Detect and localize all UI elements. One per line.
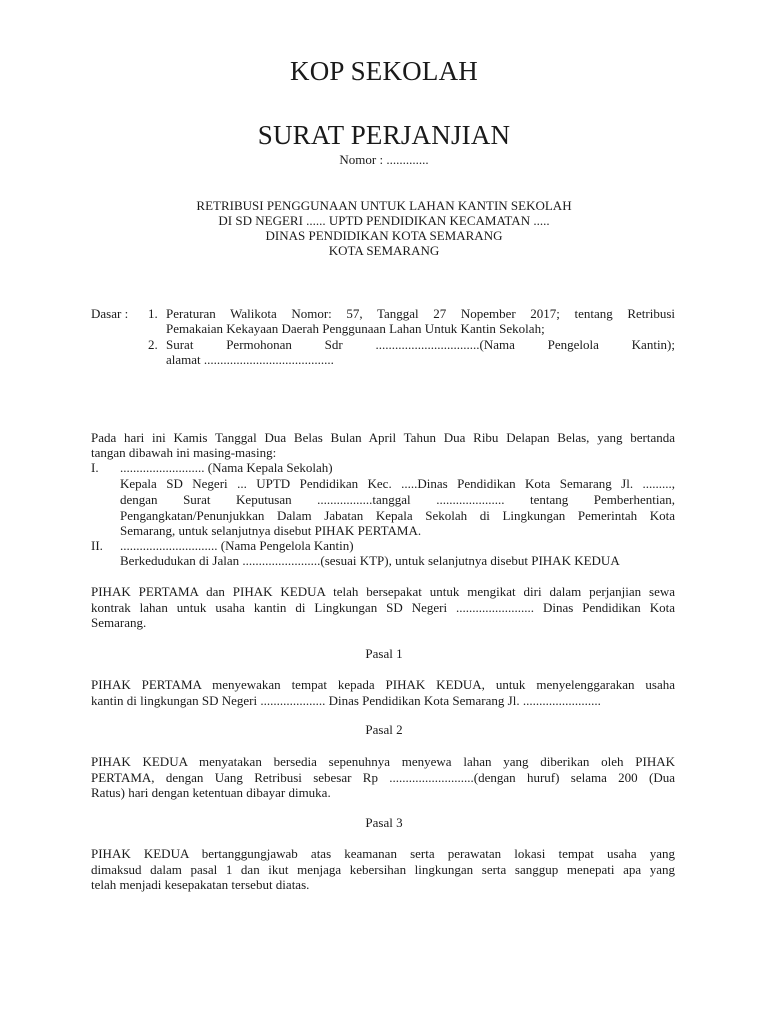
document-subtitle bbox=[0, 198, 768, 258]
dasar-item-text: alamat ........................................ bbox=[166, 352, 334, 367]
dasar-label: Dasar : bbox=[91, 306, 129, 321]
pasal-text: kantin di lingkungan SD Negeri .................... Dinas Pendidikan Kota Semarang Jl. ........................ bbox=[91, 693, 601, 708]
subtitle-line: DI SD NEGERI ...... UPTD PENDIDIKAN KECAMATAN ..... bbox=[218, 213, 550, 228]
party-detail: Semarang, untuk selanjutnya disebut PIHAK PERTAMA. bbox=[120, 523, 422, 538]
intro-text: Pada hari ini Kamis Tanggal Dua Belas Bulan April Tahun Dua Ribu Delapan Belas, yang bertanda bbox=[91, 430, 675, 445]
pasal-text: dimaksud dalam pasal 1 dan ikut menjaga kebersihan lingkungan serta sanggup menepati apa yang bbox=[91, 862, 675, 877]
pasal-text: PIHAK KEDUA menyatakan bersedia sepenuhnya menyewa lahan yang diberikan oleh PIHAK bbox=[91, 754, 675, 769]
dasar-item-number: 1. bbox=[148, 306, 158, 321]
pasal-text: PERTAMA, dengan Uang Retribusi sebesar Rp ..........................(dengan huruf) selama 200 (Dua bbox=[91, 770, 675, 785]
agreement-text: Semarang. bbox=[91, 615, 147, 630]
subtitle-line: KOTA SEMARANG bbox=[328, 243, 440, 258]
dasar-item-number: 2. bbox=[148, 337, 158, 352]
party-detail: Kepala SD Negeri ... UPTD Pendidikan Kec. .....Dinas Pendidikan Kota Semarang Jl. ........., bbox=[120, 476, 675, 491]
party-numeral: I. bbox=[91, 460, 99, 475]
pasal-text: PIHAK PERTAMA menyewakan tempat kepada PIHAK KEDUA, untuk menyelenggarakan usaha bbox=[91, 677, 675, 692]
party-numeral: II. bbox=[91, 538, 103, 553]
party-detail: dengan Surat Keputusan .................tanggal ..................... tentang Pemberhentian, bbox=[120, 492, 675, 507]
pasal-heading: Pasal 2 bbox=[365, 722, 403, 737]
pasal-text: Ratus) hari dengan ketentuan dibayar dimuka. bbox=[91, 785, 331, 800]
pasal-text: PIHAK KEDUA bertanggungjawab atas keamanan serta perawatan lokasi tempat usaha yang bbox=[91, 846, 675, 861]
agreement-text: kontrak lahan untuk usaha kantin di Lingkungan SD Negeri ........................ Dinas Pendidikan Kota bbox=[91, 600, 675, 615]
party-detail: Pengangkatan/Penunjukkan Dalam Jabatan Kepala Sekolah di Lingkungan Pemerintah Kota bbox=[120, 508, 675, 523]
party-name: .............................. (Nama Pengelola Kantin) bbox=[120, 538, 354, 553]
agreement-text: PIHAK PERTAMA dan PIHAK KEDUA telah bersepakat untuk mengikat diri dalam perjanjian sewa bbox=[91, 584, 675, 599]
pasal-text: telah menjadi kesepakatan tersebut diatas. bbox=[91, 877, 310, 892]
party-detail: Berkedudukan di Jalan ........................(sesuai KTP), untuk selanjutnya disebut PIHAK KEDUA bbox=[120, 553, 620, 568]
subtitle-line: DINAS PENDIDIKAN KOTA SEMARANG bbox=[265, 228, 503, 243]
dasar-item-text: Pemakaian Kekayaan Daerah Penggunaan Lahan Untuk Kantin Sekolah; bbox=[166, 321, 545, 336]
pasal-heading: Pasal 1 bbox=[365, 646, 403, 661]
subtitle-line: RETRIBUSI PENGGUNAAN UNTUK LAHAN KANTIN SEKOLAH bbox=[196, 198, 572, 213]
letterhead-title: KOP SEKOLAH bbox=[290, 56, 478, 86]
intro-text: tangan dibawah ini masing-masing: bbox=[91, 445, 277, 460]
document-title: SURAT PERJANJIAN bbox=[257, 120, 511, 150]
dasar-item-text: Peraturan Walikota Nomor: 57, Tanggal 27 Nopember 2017; tentang Retribusi bbox=[166, 306, 675, 321]
pasal-heading: Pasal 3 bbox=[365, 815, 403, 830]
dasar-item-text: Surat Permohonan Sdr ................................(Nama Pengelola Kantin); bbox=[166, 337, 675, 352]
document-number: Nomor : ............. bbox=[339, 152, 429, 167]
party-name: .......................... (Nama Kepala Sekolah) bbox=[120, 460, 333, 475]
